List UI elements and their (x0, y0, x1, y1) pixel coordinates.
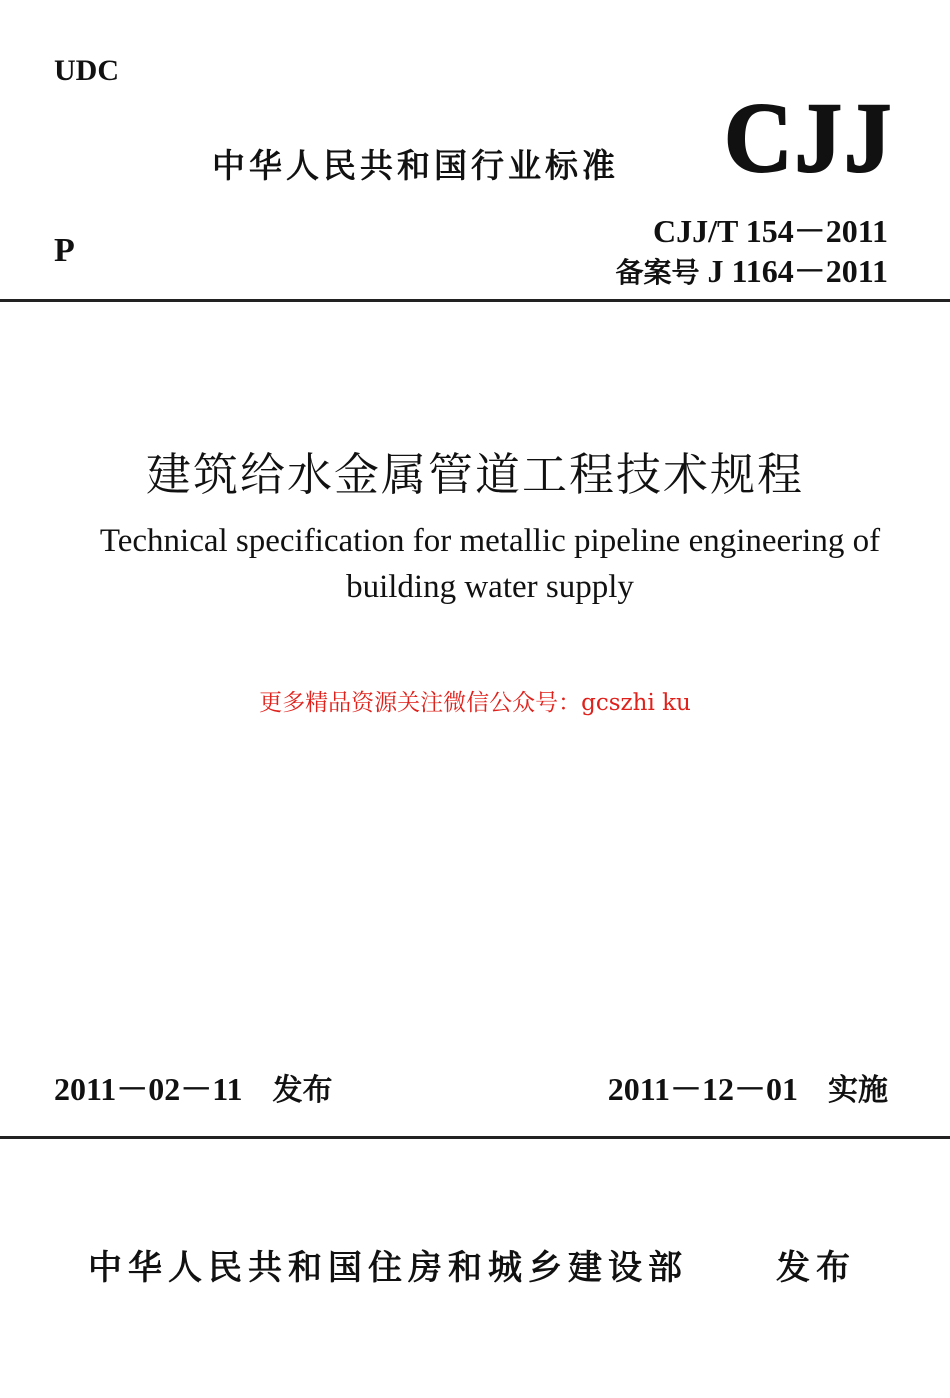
record-number-line (616, 246, 889, 292)
publish-label: 发布 (776, 1248, 856, 1288)
issue-label: 发布 (272, 1073, 333, 1108)
industry-standard-heading: 中华人民共和国行业标准 (212, 146, 619, 185)
issue-date: 2011－02－11 (54, 1071, 243, 1107)
standard-number: CJJ/T 154－2011 (652, 213, 888, 249)
watermark-text: 更多精品资源关注微信公众号：gcszhi ku (259, 690, 691, 716)
category-code: P (54, 232, 75, 269)
implementation-label: 实施 (828, 1073, 888, 1108)
implementation-date-line (608, 1064, 888, 1110)
title-english-line1: Technical specification for metallic pipeline engineering of (99, 523, 881, 559)
title-english-line2: building water supply (346, 569, 634, 605)
record-number: J 1164－2011 (707, 253, 888, 289)
record-label: 备案号 (615, 256, 700, 289)
top-divider (0, 299, 950, 302)
publisher-name: 中华人民共和国住房和城乡建设部 (88, 1248, 688, 1288)
cjj-logo: CJJ (724, 82, 894, 193)
implementation-date: 2011－12－01 (607, 1071, 798, 1107)
title-chinese: 建筑给水金属管道工程技术规程 (145, 448, 804, 501)
udc-label: UDC (54, 54, 119, 87)
title-english (80, 518, 900, 610)
bottom-divider (0, 1136, 950, 1139)
issue-date-line (54, 1064, 332, 1110)
